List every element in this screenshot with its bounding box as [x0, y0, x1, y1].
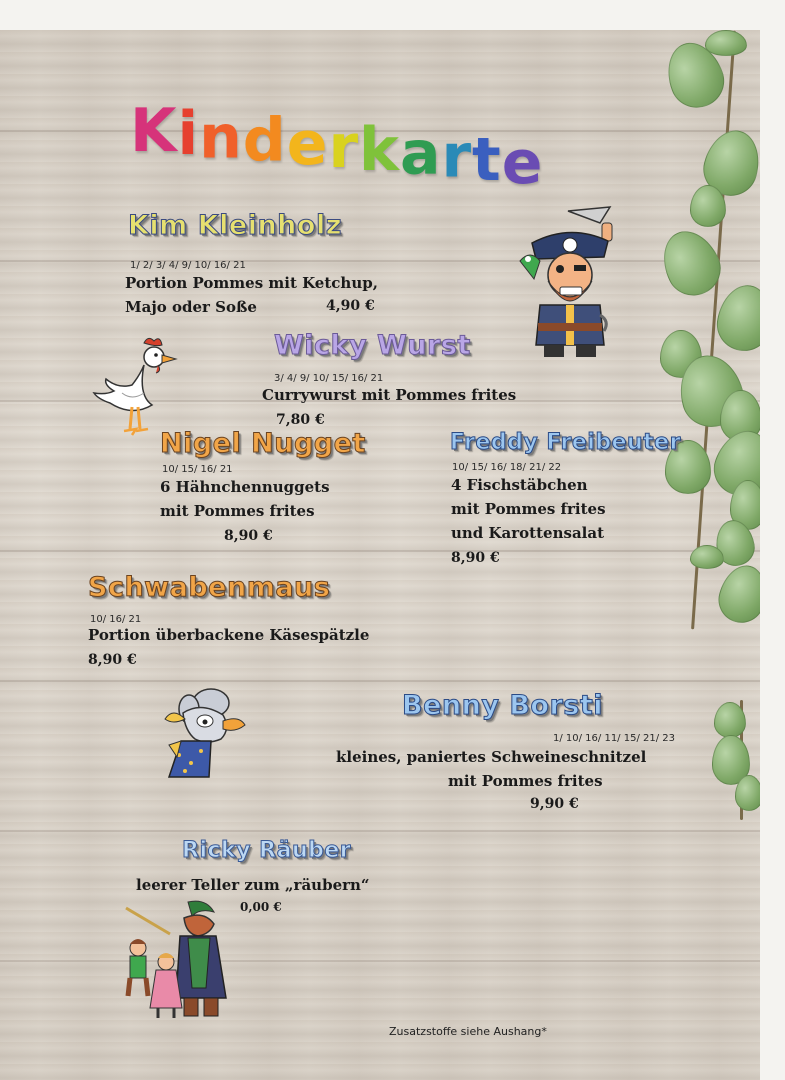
- menu-title: [130, 96, 544, 198]
- dish-codes: 3/ 4/ 9/ 10/ 15/ 16/ 21: [274, 373, 384, 384]
- title-letter: e: [286, 108, 329, 179]
- title-letter: r: [328, 112, 360, 182]
- title-letter: K: [130, 96, 178, 166]
- dish-description: 6 Hähnchennuggets: [160, 478, 330, 496]
- title-letter: k: [359, 115, 400, 186]
- dish-description: Portion überbackene Käsespätzle: [88, 626, 370, 644]
- dish-description: Currywurst mit Pommes frites: [262, 386, 517, 404]
- title-letter: d: [242, 105, 287, 176]
- title-letter: t: [472, 124, 502, 195]
- dish-codes: 10/ 16/ 21: [90, 614, 142, 625]
- dish-price: 7,80 €: [276, 412, 325, 428]
- dish-description: 4 Fischstäbchen: [451, 476, 588, 494]
- dish-name-wicky-wurst: Wicky Wurst: [274, 330, 471, 361]
- dish-codes: 1/ 10/ 16/ 11/ 15/ 21/ 23: [553, 733, 675, 744]
- dish-description: mit Pommes frites: [451, 500, 606, 518]
- dish-description: und Karottensalat: [451, 524, 605, 542]
- menu-page: [0, 30, 760, 1080]
- dish-name-nigel-nugget: Nigel Nugget: [160, 428, 366, 459]
- dish-name-ricky-raeuber: Ricky Räuber: [182, 838, 352, 863]
- dish-price: 9,90 €: [530, 796, 579, 812]
- title-letter: r: [441, 121, 473, 192]
- dish-codes: 10/ 15/ 16/ 18/ 21/ 22: [452, 462, 562, 473]
- dish-codes: 10/ 15/ 16/ 21: [162, 464, 233, 475]
- title-letter: i: [177, 99, 200, 170]
- dish-name-kim-kleinholz: Kim Kleinholz: [128, 210, 342, 241]
- dish-codes: 1/ 2/ 3/ 4/ 9/ 10/ 16/ 21: [130, 260, 246, 271]
- title-letter: e: [501, 128, 544, 198]
- title-letter: a: [399, 118, 442, 189]
- dish-price: 4,90 €: [326, 298, 375, 314]
- dish-price: 8,90 €: [88, 652, 137, 668]
- mouse-icon: [155, 685, 250, 780]
- dish-description: kleines, paniertes Schweineschnitzel: [336, 748, 647, 766]
- dish-name-schwabenmaus: Schwabenmaus: [88, 572, 331, 603]
- dish-description: Majo oder Soße: [125, 298, 257, 316]
- chicken-icon: [92, 335, 187, 440]
- dish-name-benny-borsti: Benny Borsti: [402, 690, 604, 721]
- dish-name-freddy-freibeuter: Freddy Freibeuter: [450, 430, 681, 455]
- dish-price: 8,90 €: [224, 528, 273, 544]
- robber-scene-icon: [118, 898, 243, 1023]
- dish-description: leerer Teller zum „räubern“: [136, 876, 370, 894]
- dish-description: mit Pommes frites: [448, 772, 603, 790]
- footer-note: Zusatzstoffe siehe Aushang*: [389, 1025, 547, 1038]
- dish-price: 0,00 €: [240, 900, 282, 914]
- dish-description: Portion Pommes mit Ketchup,: [125, 274, 378, 292]
- pirate-icon: [510, 205, 630, 360]
- dish-price: 8,90 €: [451, 550, 500, 566]
- title-letter: n: [199, 102, 243, 173]
- dish-description: mit Pommes frites: [160, 502, 315, 520]
